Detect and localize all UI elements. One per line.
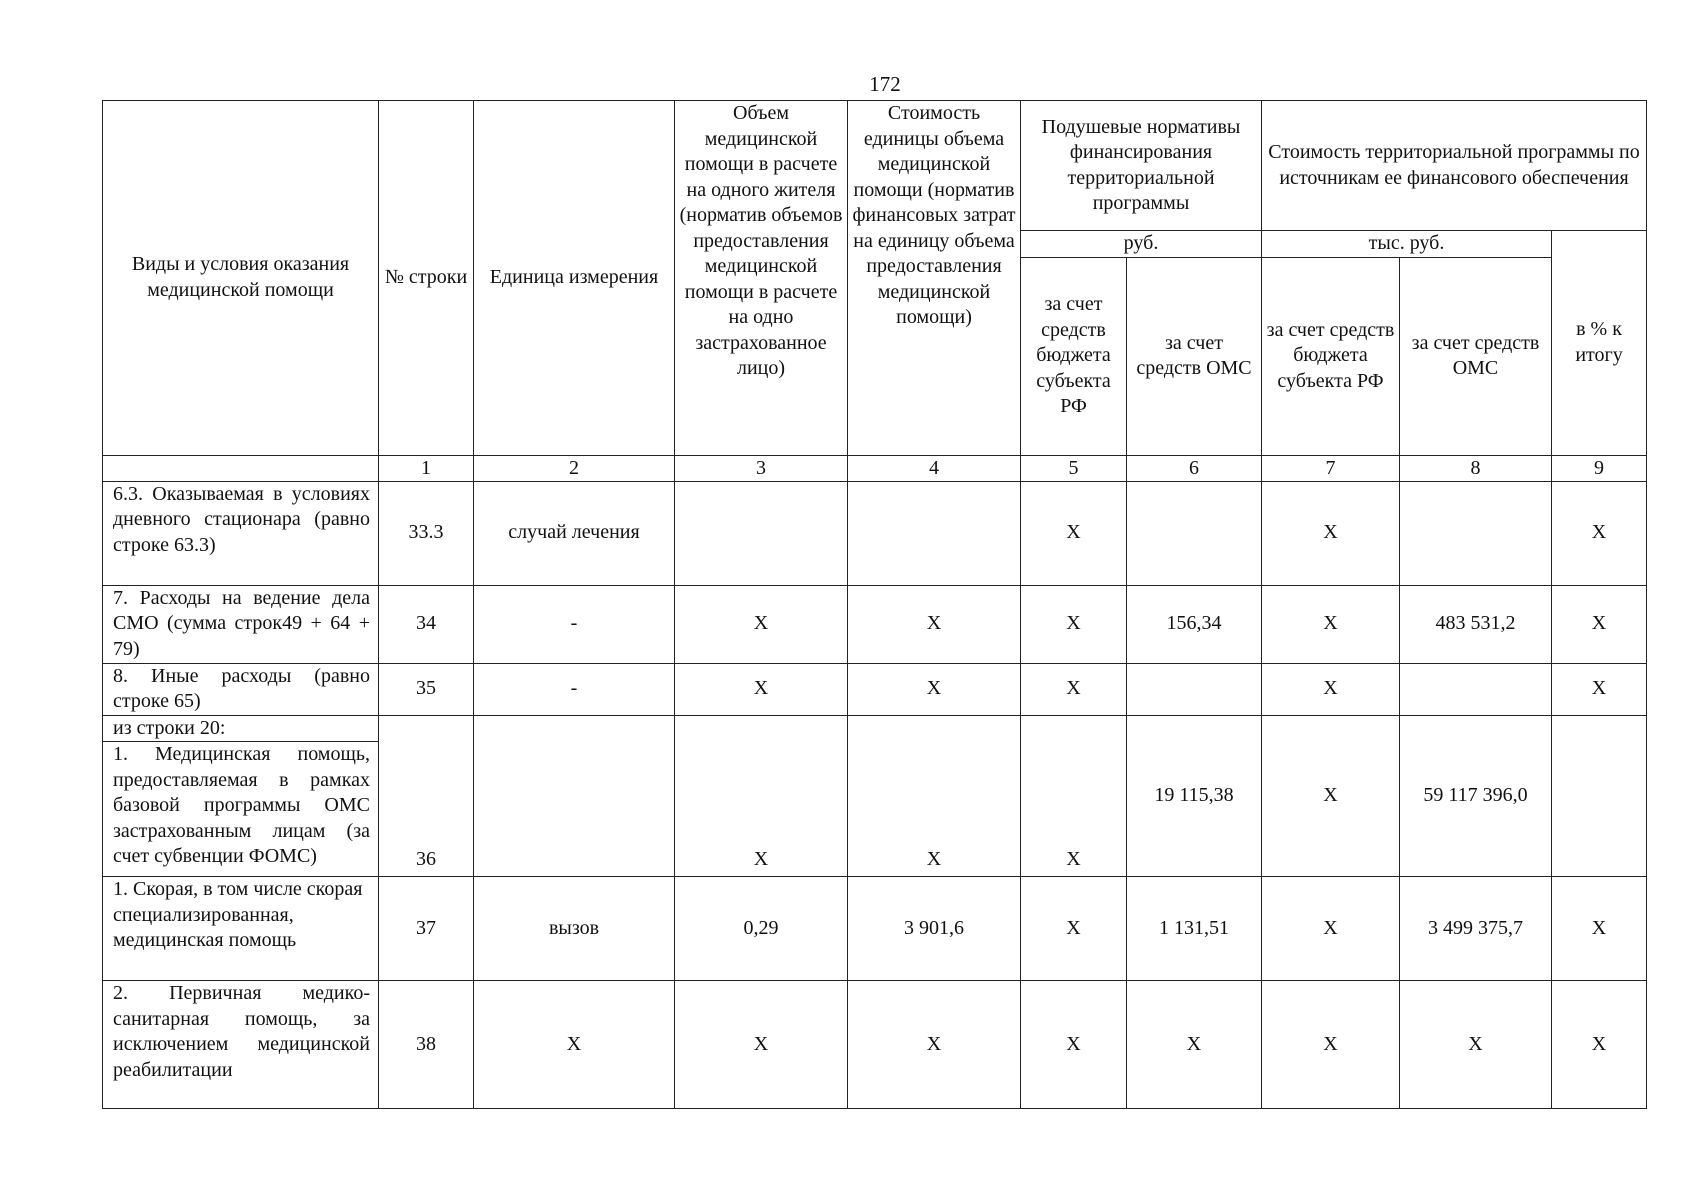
row-number: 38 [379,981,474,1109]
cell-col3: 0,29 [675,877,848,981]
cell-col8 [1400,663,1552,715]
cell-col4 [848,481,1021,585]
cell-col6: Х [1127,981,1262,1109]
header-program-cost: Стоимость территориальной программы по источникам ее финансового обеспечения [1262,101,1647,231]
row-number: 37 [379,877,474,981]
column-index: 6 [1127,455,1262,481]
cell-col4: Х [848,715,1021,877]
column-index: 2 [474,455,675,481]
cell-col3: Х [675,715,848,877]
cell-col4: Х [848,981,1021,1109]
column-index: 5 [1021,455,1127,481]
cell-col3 [675,481,848,585]
cell-col9: Х [1552,981,1647,1109]
cell-col6: 156,34 [1127,585,1262,663]
row-number: 36 [379,715,474,877]
cell-col7: Х [1262,981,1400,1109]
header-cost-unit: Стоимость единицы объема медицинской помощи (норматив финансовых затрат на единицу объема предоставления медицинской помощи) [848,101,1021,456]
cell-col5: Х [1021,715,1127,877]
row-number: 35 [379,663,474,715]
cell-col7: Х [1262,877,1400,981]
row-unit: - [474,585,675,663]
cell-col9: Х [1552,877,1647,981]
cell-col3: Х [675,585,848,663]
cell-col5: Х [1021,663,1127,715]
column-index: 3 [675,455,848,481]
column-index: 1 [379,455,474,481]
row-label: 1. Скорая, в том числе скорая специализированная, медицинская помощь [103,877,379,981]
cell-col5: Х [1021,481,1127,585]
table-row [103,481,1647,585]
header-budget-7: за счет средств бюджета субъекта РФ [1262,257,1400,455]
row-label: 2. Первичная медико-санитарная помощь, за исключением медицинской реабилитации [103,981,379,1109]
cell-col5: Х [1021,877,1127,981]
cell-col8: 3 499 375,7 [1400,877,1552,981]
page-number: 172 [869,72,901,96]
header-row-no: № строки [379,101,474,456]
cell-col5: Х [1021,585,1127,663]
cell-col6 [1127,663,1262,715]
header-percent: в % к итогу [1552,231,1647,456]
row-unit: Х [474,981,675,1109]
table-row [103,663,1647,715]
header-oms-6: за счет средств ОМС [1127,257,1262,455]
cell-col4: Х [848,663,1021,715]
financing-table [102,100,1647,1109]
row-label: 6.3. Оказываемая в условиях дневного стационара (равно строке 63.3) [103,481,379,585]
column-index: 9 [1552,455,1647,481]
row-number: 33.3 [379,481,474,585]
cell-col3: Х [675,663,848,715]
header-oms-8: за счет средств ОМС [1400,257,1552,455]
column-index [103,455,379,481]
cell-col6: 1 131,51 [1127,877,1262,981]
cell-col9: Х [1552,585,1647,663]
cell-col6: 19 115,38 [1127,715,1262,877]
header-unit: Единица измерения [474,101,675,456]
column-index: 7 [1262,455,1400,481]
header-unit-thousand-rub: тыс. руб. [1262,231,1552,258]
section-label: из строки 20: [103,715,379,742]
header-volume: Объем медицинской помощи в расчете на одного жителя (норматив объемов предоставления медицинской помощи в расчете на одно застрахованное лицо) [675,101,848,456]
header-per-capita: Подушевые нормативы финансирования территориальной программы [1021,101,1262,231]
row-unit: случай лечения [474,481,675,585]
table-row [103,877,1647,981]
cell-col6 [1127,481,1262,585]
cell-col9 [1552,715,1647,877]
row-unit: вызов [474,877,675,981]
cell-col7: Х [1262,663,1400,715]
table-row [103,715,1647,742]
header-type: Виды и условия оказания медицинской помощи [103,101,379,456]
cell-col7: Х [1262,715,1400,877]
cell-col3: Х [675,981,848,1109]
row-unit [474,715,675,877]
row-unit: - [474,663,675,715]
cell-col8: Х [1400,981,1552,1109]
cell-col5: Х [1021,981,1127,1109]
header-unit-rub: руб. [1021,231,1262,258]
row-label: 7. Расходы на ведение дела СМО (сумма строк49 + 64 + 79) [103,585,379,663]
cell-col9: Х [1552,663,1647,715]
column-index: 8 [1400,455,1552,481]
cell-col4: 3 901,6 [848,877,1021,981]
cell-col9: Х [1552,481,1647,585]
cell-col7: Х [1262,585,1400,663]
row-number: 34 [379,585,474,663]
cell-col8: 59 117 396,0 [1400,715,1552,877]
header-row [103,101,1647,231]
column-index-row [103,455,1647,481]
header-budget-5: за счет средств бюджета субъекта РФ [1021,257,1127,455]
cell-col4: Х [848,585,1021,663]
cell-col7: Х [1262,481,1400,585]
cell-col8 [1400,481,1552,585]
cell-col8: 483 531,2 [1400,585,1552,663]
row-label: 8. Иные расходы (равно строке 65) [103,663,379,715]
column-index: 4 [848,455,1021,481]
table-row [103,585,1647,663]
table-row [103,981,1647,1109]
row-label: 1. Медицинская помощь, предоставляемая в рамках базовой программы ОМС застрахованным лицам (за счет субвенции ФОМС) [103,742,379,877]
